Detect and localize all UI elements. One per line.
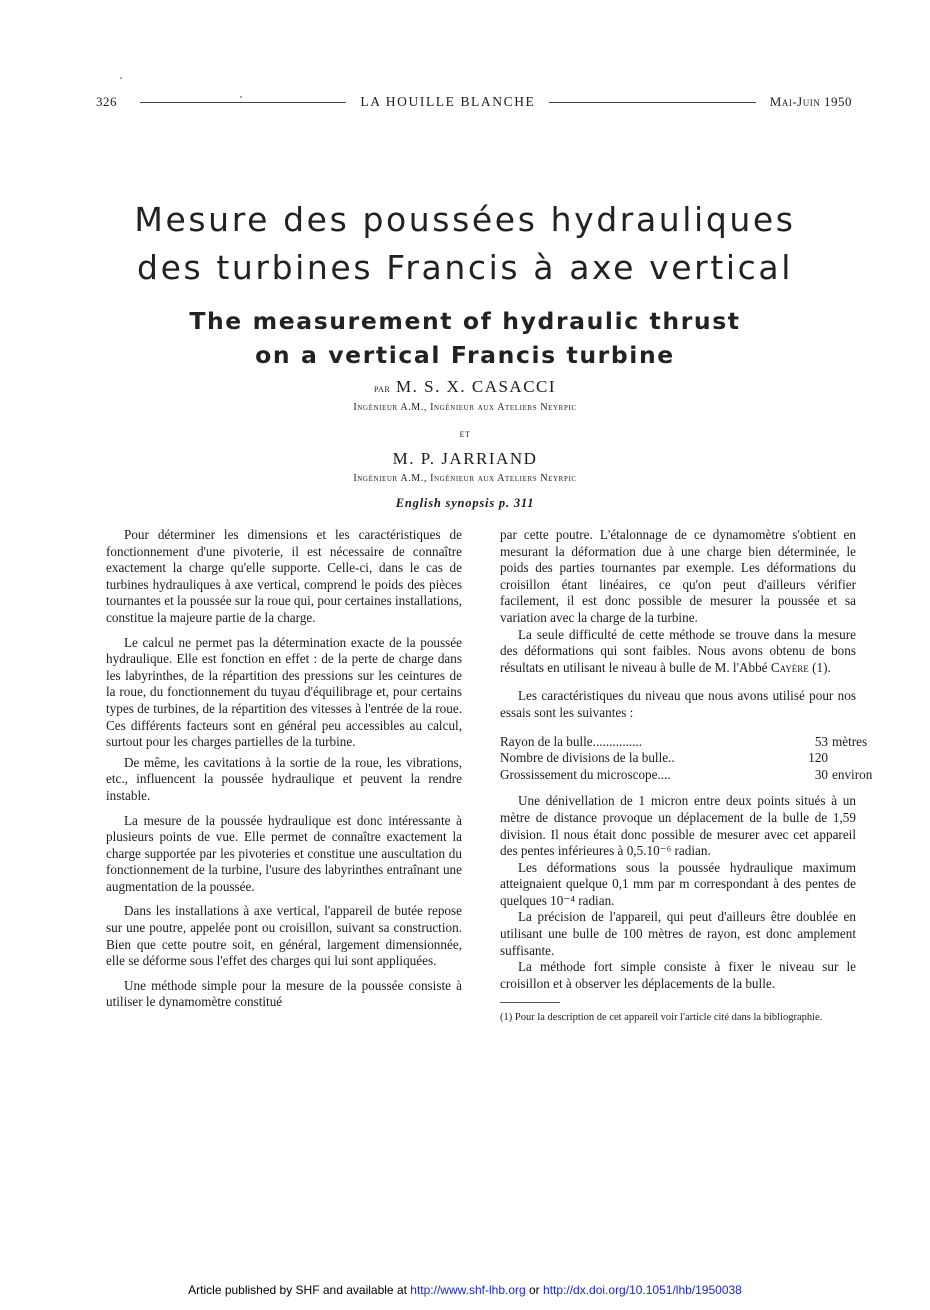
title-english-line1: The measurement of hydraulic thrust	[189, 307, 741, 335]
title-english-line2: on a vertical Francis turbine	[255, 341, 675, 369]
paragraph: Dans les installations à axe vertical, l'appareil de butée repose sur une poutre, appelée pont ou croisillon, suivant sa construction. Bien que cette poutre soit, en général, largement dimensionnée, elle se déforme sous l'effet des charges qui lui sont appliquées.	[106, 903, 462, 969]
footnote-rule	[500, 1002, 560, 1003]
specs-table	[500, 733, 873, 784]
paragraph	[500, 627, 856, 677]
journal-name: LA HOUILLE BLANCHE	[360, 94, 536, 109]
spec-label: Nombre de divisions de la bulle..	[500, 750, 675, 766]
title-french	[0, 196, 930, 292]
issue-date: Mai-Juin 1950	[769, 94, 852, 109]
title-french-line1: Mesure des poussées hydrauliques	[134, 200, 796, 239]
footnote-ref: (1).	[808, 659, 831, 675]
english-synopsis-note: English synopsis p. 311	[395, 496, 535, 510]
shf-link[interactable]: http://www.shf-lhb.org	[410, 1283, 526, 1297]
paragraph: Une dénivellation de 1 micron entre deux points situés à un mètre de distance provoque un déplacement de la bulle de 1,59 division. Il nous était donc possible de mesurer avec cet appareil des pentes inférieures à 0,5.10⁻⁶ radian.	[500, 793, 856, 859]
spec-value: 53	[814, 733, 828, 749]
title-french-line2: des turbines Francis à axe vertical	[137, 248, 793, 287]
running-header	[96, 92, 852, 112]
paragraph: Les déformations sous la poussée hydraulique maximum atteignaient quelque 0,1 mm par m correspondant à des pentes de quelques 10⁻⁴ radian.	[500, 859, 856, 908]
author-name-cayere: Cayère	[770, 659, 809, 675]
spec-unit	[828, 750, 856, 767]
spec-label: Rayon de la bulle...............	[500, 733, 643, 749]
paragraph: Une méthode simple pour la mesure de la poussée consiste à utiliser le dynamomètre constitué	[106, 977, 462, 1010]
spec-unit: mètres	[832, 733, 868, 749]
paragraph: Le calcul ne permet pas la détermination exacte de la poussée hydraulique. Elle est fonction en effet : de la perte de charge dans les labyrinthes, de la répartition des pressions sur les ceintures de la roue, du fonctionnement du tuyau d'équilibrage et, pour certains types de turbines, de la répartition des vitesses à l'entrée de la roue. Ces différents facteurs sont en général peu accessibles au calcul, surtout pour les charges partielles de la turbine.	[106, 634, 462, 750]
paragraph: Les caractéristiques du niveau que nous avons utilisé pour nos essais sont les suivantes :	[500, 688, 856, 720]
paragraph-text: La seule difficulté de cette méthode se trouve dans la mesure des déformations qui sont faibles. Nous avons obtenu de bons résultats en utilisant le niveau à bulle de M. l'Abbé	[500, 626, 856, 675]
author-2-name: M. P. JARRIAND	[392, 449, 538, 468]
left-column	[106, 527, 462, 1011]
publication-footer	[0, 1283, 930, 1297]
spec-unit: environ	[832, 766, 873, 782]
scan-speck	[240, 96, 242, 98]
footer-text: Article published by SHF and available at	[188, 1283, 411, 1297]
header-rule-right	[549, 102, 755, 103]
header-rule-left	[140, 102, 346, 103]
spec-label: Grossissement du microscope....	[500, 766, 671, 782]
affiliation-2: Ingénieur A.M., Ingénieur aux Ateliers Neyrpic	[353, 473, 577, 484]
paragraph: Pour déterminer les dimensions et les caractéristiques de fonctionnement d'une pivoterie, il est nécessaire de connaître exactement la charge qu'elle supporte. Celle-ci, dans le cas de turbines hydrauliques à axe vertical, comprend le poids des pièces tournantes et la poussée sur la roue qui, pour certaines installations, constitue la majeure partie de la charge.	[106, 527, 462, 625]
title-english	[0, 304, 930, 372]
paragraph: La méthode fort simple consiste à fixer le niveau sur le croisillon et à observer les déplacements de la bulle.	[500, 959, 856, 991]
paragraph: par cette poutre. L'étalonnage de ce dynamomètre s'obtient en mesurant la déformation due à une charge bien déterminée, le poids des parties tournantes par exemple. Les déformations du croisillon étant linéaires, ce qu'on peut d'ailleurs vérifier facilement, il est donc possible de mesurer la poussée et sa variation avec la charge de la turbine.	[500, 527, 856, 625]
scan-speck	[120, 77, 122, 79]
par-label: par	[373, 381, 391, 395]
et-label: et	[459, 428, 471, 440]
page-number: 326	[96, 94, 117, 109]
right-column	[500, 527, 873, 1024]
spec-value: 30	[814, 766, 828, 782]
footnote: (1) Pour la description de cet appareil voir l'article cité dans la bibliographie.	[500, 1012, 823, 1024]
affiliation-1: Ingénieur A.M., Ingénieur aux Ateliers Neyrpic	[353, 402, 577, 413]
author-1-name: M. S. X. CASACCI	[396, 377, 557, 396]
paragraph: La mesure de la poussée hydraulique est donc intéressante à plusieurs points de vue. Elle permet de connaître exactement la charge supportée par les pivoteries et constitue une auscultation du fonctionnement de la turbine, l'usure des labyrinthes entraînant une augmentation de la poussée.	[106, 812, 462, 894]
doi-link[interactable]: http://dx.doi.org/10.1051/lhb/1950038	[543, 1283, 742, 1297]
footer-text-or: or	[525, 1283, 544, 1297]
spec-value: 120	[808, 750, 828, 766]
paragraph: La précision de l'appareil, qui peut d'ailleurs être doublée en utilisant une bulle de 100 mètres de rayon, est donc amplement suffisante.	[500, 909, 856, 958]
paragraph: De même, les cavitations à la sortie de la roue, les vibrations, etc., influencent la poussée hydraulique et peuvent la rendre instable.	[106, 754, 462, 803]
author-1	[0, 377, 930, 397]
